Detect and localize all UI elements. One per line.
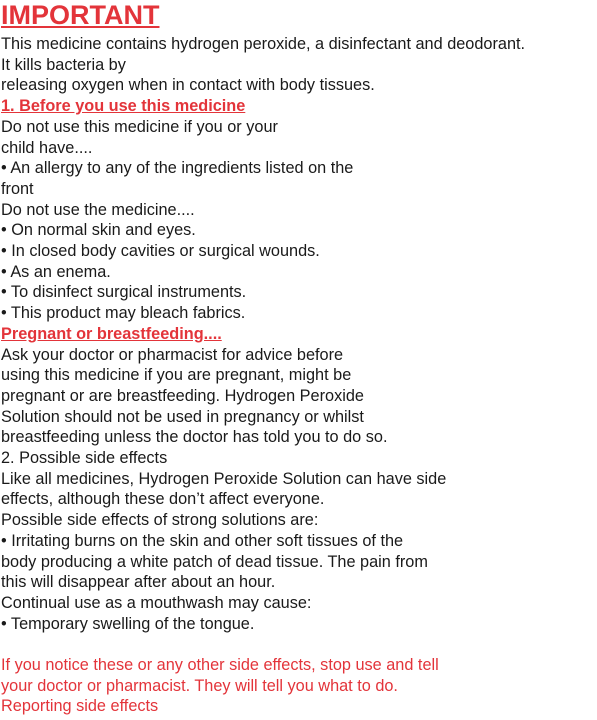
leaflet-body [1, 34, 597, 717]
body-line: Like all medicines, Hydrogen Peroxide Solution can have side [1, 469, 447, 488]
body-line: This medicine contains hydrogen peroxide, a disinfectant and deodorant. [1, 35, 526, 53]
body-line: • This product may bleach fabrics. [1, 304, 246, 323]
highlighted-line: Reporting side effects [1, 697, 159, 716]
body-line: releasing oxygen when in contact with body tissues. [1, 76, 375, 95]
body-line: Ask your doctor or pharmacist for advice before [1, 345, 344, 364]
body-line: front [1, 179, 34, 198]
body-line: this will disappear after about an hour. [1, 573, 276, 592]
body-line: Do not use the medicine.... [1, 200, 195, 219]
body-line: child have.... [1, 138, 93, 157]
body-line: body producing a white patch of dead tissue. The pain from [1, 552, 428, 571]
body-line: effects, although these don’t affect everyone. [1, 490, 325, 509]
section-heading: Pregnant or breastfeeding.... [1, 324, 222, 343]
blank-line [1, 634, 597, 655]
body-line: Possible side effects of strong solutions are: [1, 511, 319, 530]
body-line: • Temporary swelling of the tongue. [1, 614, 255, 633]
body-line: Continual use as a mouthwash may cause: [1, 593, 312, 612]
body-line: • On normal skin and eyes. [1, 221, 196, 240]
highlighted-line: your doctor or pharmacist. They will tell you what to do. [1, 676, 398, 695]
highlighted-line: If you notice these or any other side effects, stop use and tell [1, 656, 439, 675]
body-line: • As an enema. [1, 262, 111, 281]
body-line: • An allergy to any of the ingredients listed on the [1, 159, 354, 178]
body-line: • In closed body cavities or surgical wounds. [1, 242, 320, 261]
body-line: breastfeeding unless the doctor has told you to do so. [1, 428, 388, 447]
leaflet-text [1, 0, 597, 717]
body-line: • Irritating burns on the skin and other soft tissues of the [1, 531, 404, 550]
body-line: 2. Possible side effects [1, 449, 168, 468]
section-heading: 1. Before you use this medicine [1, 97, 246, 116]
body-line: using this medicine if you are pregnant, might be [1, 366, 352, 385]
document-title: IMPORTANT [1, 0, 160, 30]
body-line: Do not use this medicine if you or your [1, 117, 278, 136]
body-line: It kills bacteria by [1, 55, 126, 74]
body-line: pregnant or are breastfeeding. Hydrogen Peroxide [1, 386, 364, 405]
body-line: • To disinfect surgical instruments. [1, 283, 247, 302]
body-line: Solution should not be used in pregnancy or whilst [1, 407, 364, 426]
